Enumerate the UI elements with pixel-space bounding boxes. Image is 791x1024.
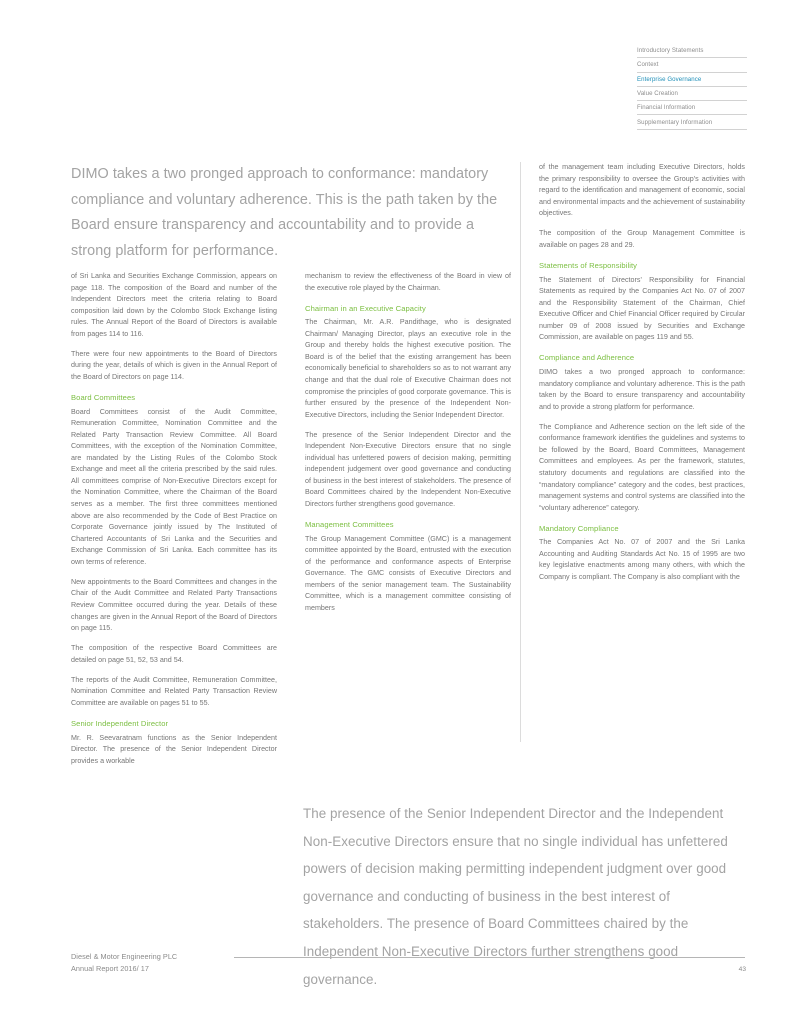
nav-item-introductory-statements[interactable]: Introductory Statements	[637, 44, 747, 58]
paragraph: DIMO takes a two pronged approach to conformance: mandatory compliance and voluntary adherence. This is the path taken by the Board to ensure transparency and accountability and to provide a strong platform for performance.	[539, 367, 745, 411]
section-heading-mandatory-compliance: Mandatory Compliance	[539, 523, 619, 533]
column-three	[539, 162, 745, 742]
footer	[71, 951, 177, 974]
paragraph: The Group Management Committee (GMC) is a management committee appointed by the Board, entrusted with the execution of the performance and conformance aspects of Enterprise Governance. The GMC consists of Executive Directors and members of the senior management team. The Sustainability Committee, which is a management committee consisting of members	[305, 534, 511, 612]
footer-rule	[234, 957, 745, 958]
paragraph: mechanism to review the effectiveness of the Board in view of the executive role played by the Chairman.	[305, 272, 511, 292]
section-navigation	[637, 44, 747, 130]
nav-item-value-creation[interactable]: Value Creation	[637, 87, 747, 101]
column-divider	[520, 162, 521, 742]
paragraph: New appointments to the Board Committees and changes in the Chair of the Audit Committee and Related Party Transactions Review Committee occurred during the year. Details of these changes are given in the Annual Report of the Board of Directors on page 115.	[71, 577, 277, 633]
paragraph: There were four new appointments to the Board of Directors during the year, details of which is given in the Annual Report of the Board of Directors on page 114.	[71, 349, 277, 381]
paragraph: The composition of the Group Management Committee is available on pages 28 and 29.	[539, 229, 745, 249]
page-number: 43	[738, 966, 746, 973]
paragraph: The composition of the respective Board Committees are detailed on page 51, 52, 53 and 54.	[71, 644, 277, 664]
paragraph: The Chairman, Mr. A.R. Pandithage, who is designated Chairman/ Managing Director, plays an executive role in the Group and thereby holds the highest executive position. The Board is of the belief that the existing arrangement has been economically beneficial to shareholders so as to not warrant any change and that the dual role of Executive Chairman does not compromise the principles of good corporate governance. This is further ensured by the presence of the Independent Non-Executive Directors, including the Senior Independent Director.	[305, 318, 511, 419]
section-heading-compliance-and-adherence: Compliance and Adherence	[539, 353, 635, 363]
paragraph: The presence of the Senior Independent Director and the Independent Non-Executive Directors ensure that no single individual has unfettered powers of decision making, permitting independent judgement over good governance and conducting of business in the best interest of stakeholders. The presence of Board Committees chaired by the Independent Non-Executive Directors further strengthens good governance.	[305, 430, 511, 509]
section-heading-management-committees: Management Committees	[305, 520, 394, 530]
nav-item-enterprise-governance[interactable]: Enterprise Governance	[637, 73, 747, 87]
paragraph: Board Committees consist of the Audit Committee, Remuneration Committee, Nomination Committee and the Related Party Transaction Review Committee. All Board Committees, with the exception of the Nomination Committee, are mandated by the Listing Rules of the Colombo Stock Exchange and meet all the criteria prescribed by the said rules. All committees comprise of Non-Executive Directors except for the Nomination Committee, where the Chairman of the Board serves as a member. The first three committees mentioned above are also recommended by the Code of Best Practice on Corporate Governance jointly issued by The Instituted of Chartered Accountants of Sri Lanka and the Securities and Exchange Commission of Sri Lanka. Each committee has its own terms of reference.	[71, 407, 277, 566]
paragraph: The Companies Act No. 07 of 2007 and the Sri Lanka Accounting and Auditing Standards Act No. 15 of 1995 are two key legislative enactments among many others, with which the Company is compliant. The Company is also compliant with the	[539, 538, 745, 581]
paragraph: The Compliance and Adherence section on the left side of the conformance framework identifies the guidelines and systems to be followed by the Board, Board Committees, Management Committees and employees. As per the framework, statutes, statutory documents and regulations are classified into the “mandatory compliance” category and the codes, best practices, management systems and control systems are classified into the “voluntary adherence” category.	[539, 422, 745, 512]
footer-company-name: Diesel & Motor Engineering PLC	[71, 952, 178, 961]
paragraph: of the management team including Executive Directors, holds the primary responsibility to oversee the Group's activities with regard to the identification and management of economic, social and environmental impacts and the achievement of sustainability objectives.	[539, 163, 745, 218]
paragraph: The Statement of Directors' Responsibility for Financial Statements as required by the Companies Act No. 07 of 2007 and the Responsibility Statement of the Chairman, Chief Executive Officer and Chief Financial Officer required by Circular number 09 of 2008 issued by Securities and Exchange Commission, are available on pages 119 and 55.	[539, 275, 745, 342]
nav-item-supplementary-information[interactable]: Supplementary Information	[637, 115, 747, 129]
section-heading-statements-of-responsibility: Statements of Responsibility	[539, 261, 638, 271]
paragraph: of Sri Lanka and Securities Exchange Commission, appears on page 118. The composition of the Board and number of the Independent Directors meet the criteria relating to Board composition laid down by the Colombo Stock Exchange listing rules. The Annual Report of the Board of Directors is available from pages 114 to 116.	[71, 272, 277, 338]
footer-report-name: Annual Report 2016/ 17	[71, 963, 149, 973]
paragraph: Mr. R. Seevaratnam functions as the Senior Independent Director. The presence of the Senior Independent Director provides a workable	[71, 733, 277, 765]
column-one	[71, 271, 277, 767]
lead-paragraph: DIMO takes a two pronged approach to conformance: mandatory compliance and voluntary adherence. This is the path taken by the Board ensure transparency and accountability and to provide a strong platform for performance.	[71, 166, 498, 259]
section-heading-board-committees: Board Committees	[71, 393, 136, 403]
section-heading-chairman-executive-capacity: Chairman in an Executive Capacity	[305, 303, 426, 313]
pull-quote: The presence of the Senior Independent Director and the Independent Non-Executive Directors ensure that no single individual has unfettered powers of decision making permitting independent judgment over good governance and conducting of business in the best interest of stakeholders. The presence of Board Committees chaired by the Independent Non-Executive Directors further strengthens good governance.	[303, 806, 728, 987]
nav-item-context[interactable]: Context	[637, 58, 747, 72]
paragraph: The reports of the Audit Committee, Remuneration Committee, Nomination Committee and Related Party Transaction Review Committee are available on pages 51 to 55.	[71, 675, 277, 708]
section-heading-senior-independent-director: Senior Independent Director	[71, 719, 169, 729]
nav-item-financial-information[interactable]: Financial Information	[637, 101, 747, 115]
column-two	[305, 271, 511, 615]
